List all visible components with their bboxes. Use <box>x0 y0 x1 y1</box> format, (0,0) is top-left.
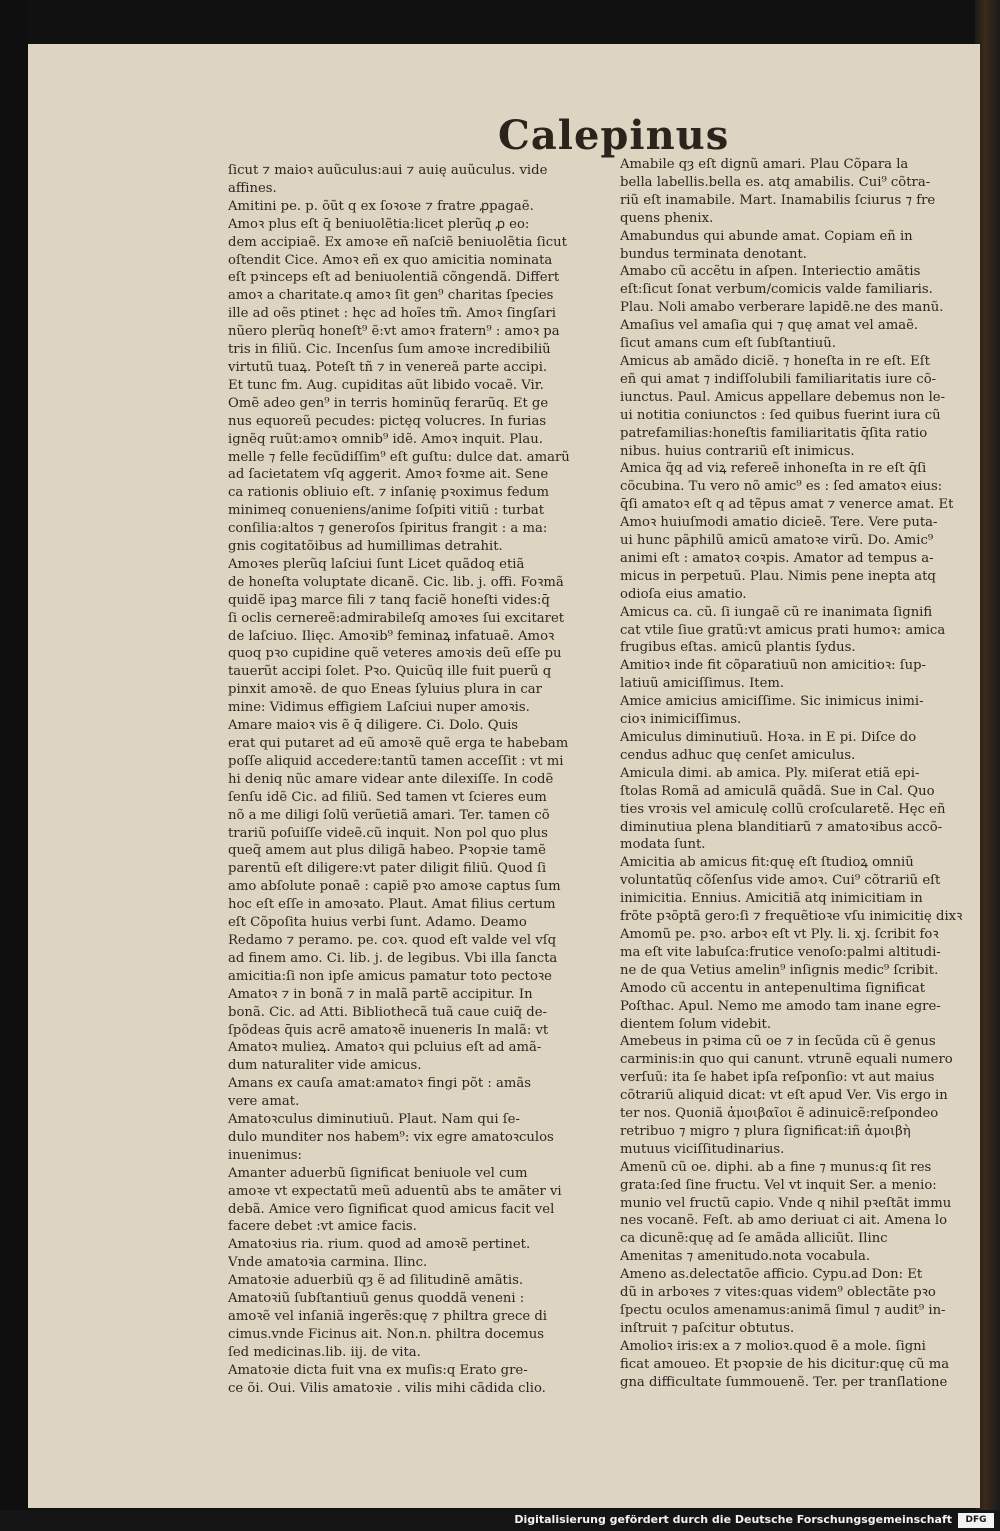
text-line: facere debet :vt amice facis. <box>228 1219 417 1235</box>
text-line: Amica q̃q ad viꝝ refereẽ inhoneſta in re eſt q̄ſi <box>620 461 927 477</box>
text-line: cioꝛ inimiciſſimus. <box>620 712 742 728</box>
text-line: de honeſta voluptate dicanẽ. Cic. lib. j. offi. Foꝛmã <box>228 574 564 590</box>
text-line: debã. Amice vero ſignificat quod amicus facit vel <box>228 1201 555 1217</box>
text-line: q̄ſi amatoꝛ eſt q ad tẽpus amat ⁊ venerce amat. Et <box>620 497 954 513</box>
text-line: dem accipiaẽ. Ex amoꝛe eñ naſciẽ beniuolẽtia ſicut <box>228 234 567 250</box>
text-line: Amenitas ⁊ amenitudo.nota vocabula. <box>620 1249 871 1265</box>
text-line: ter nos. Quoniã ἀμοιβαῖοι ẽ adinuicẽ:reſpondeo <box>620 1106 939 1122</box>
text-line: ties vroꝛis vel amiculę collũ croſcularetẽ. Hęc eñ <box>620 801 946 817</box>
text-line: tauerũt accipi ſolet. Pꝛo. Quicũq ille fuit puerũ q <box>228 664 552 680</box>
text-line: bundus terminata denotant. <box>620 246 807 262</box>
text-line: erat qui putaret ad eũ amoꝛẽ quẽ erga te habebam <box>228 736 569 751</box>
text-line: Amatoꝛ mulieꝝ. Amatoꝛ qui pcluius eſt ad amã- <box>228 1040 542 1056</box>
text-line: Amodo cũ accentu in antepenultima ſignificat <box>620 980 926 996</box>
text-line: Amatoꝛ ⁊ in bonã ⁊ in malã partẽ accipitur. In <box>228 986 533 1002</box>
text-line: Amicus ca. cũ. ſi iungaẽ cũ re inanimata ſignifi <box>620 604 933 620</box>
text-line: ne de qua Vetius amelin⁹ inſignis medic⁹ ſcribit. <box>620 962 939 978</box>
text-line: cendus adhuc quę cenſet amiculus. <box>620 747 856 763</box>
text-line: voluntatũq cõſenſus vide amoꝛ. Cui⁹ cõtrariũ eſt <box>620 873 941 889</box>
text-line: latiuũ amiciſſimus. Item. <box>620 676 785 692</box>
text-line: pinxit amoꝛẽ. de quo Eneas ſyluius plura in car <box>228 682 542 698</box>
text-line: affines. <box>228 180 277 196</box>
text-line: diminutiua plena blanditiarũ ⁊ amatoꝛibus accõ- <box>620 819 943 835</box>
text-line: ignẽq ruũt:amoꝛ omnib⁹ idẽ. Amoꝛ inquit. Plau. <box>228 431 543 447</box>
text-line: queq̃ amem aut plus diligã habeo. Pꝛopꝛie tamẽ <box>228 843 546 859</box>
text-line: quidẽ ipaꝫ marce fili ⁊ tanq faciẽ honeſti vides:q̄ <box>228 592 550 608</box>
text-line: nus equoreũ pecudes: pictęq volucres. In furias <box>228 413 547 429</box>
text-line: ca dicunẽ:quę ad ſe amãda alliciũt. Ilinc <box>620 1231 888 1247</box>
left-text-column <box>228 162 598 1398</box>
text-line: gna difficultate ſummouenẽ. Ter. per tranſlatione <box>620 1374 948 1390</box>
text-line: nes vocanẽ. Feſt. ab amo deriuat ci ait. Amena lo <box>620 1213 948 1229</box>
text-line: Amitini pe. p. õũt q ex ſoꝛoꝛe ⁊ fratre ꝓpagaẽ. <box>228 198 534 214</box>
text-line: ad finem amo. Ci. lib. j. de legibus. Vbi illa ſancta <box>228 950 558 966</box>
text-line: riũ eſt inamabile. Mart. Inamabilis ſciurus ⁊ fre <box>620 192 936 208</box>
dfg-logo: DFG <box>958 1513 994 1528</box>
text-line: Plau. Noli amabo verberare lapidẽ.ne des manũ. <box>620 300 944 316</box>
text-line: Amenũ cũ oe. diphi. ab a fine ⁊ munus:q ſit res <box>620 1159 932 1175</box>
text-line: ſpõdeas q̄uis acrẽ amatoꝛẽ inueneris In malã: vt <box>228 1022 549 1038</box>
text-line: Poſthac. Apul. Nemo me amodo tam inane egre- <box>620 998 941 1014</box>
text-line: grata:ſed ſine fructu. Vel vt inquit Ser. a menio: <box>620 1177 937 1193</box>
text-line: ma eſt vite labuſca:frutice venoſo:palmi altitudi- <box>620 944 941 960</box>
text-line: Amabundus qui abunde amat. Copiam eñ in <box>620 228 913 244</box>
text-line: Redamo ⁊ peramo. pe. coꝛ. quod eſt valde vel vſq <box>228 932 557 948</box>
text-line: cõcubina. Tu vero nõ amic⁹ es : ſed amatoꝛ eius: <box>620 479 943 495</box>
text-line: eſt pꝛinceps eſt ad beniuolentiã cõngendã. Differt <box>228 270 560 286</box>
text-line: ce õi. Oui. Vilis amatoꝛie . vilis mihi cãdida clio. <box>228 1380 546 1396</box>
text-line: dum naturaliter vide amicus. <box>228 1058 422 1074</box>
text-line: ſicut ⁊ maioꝛ auũculus:aui ⁊ auię auũculus. vide <box>228 163 548 178</box>
text-line: amo abſolute ponaẽ : capiẽ pꝛo amoꝛe captus ſum <box>228 879 561 895</box>
text-line: odioſa eius amatio. <box>620 586 747 602</box>
text-line: mine: Vidimus effigiem Laſciui nuper amoꝛis. <box>228 700 530 716</box>
text-line: bonã. Cic. ad Atti. Bibliothecã tuã caue cuiq̃ de- <box>228 1004 547 1020</box>
text-line: Amans ex cauſa amat:amatoꝛ fingi põt : amãs <box>228 1076 531 1092</box>
text-line: Amoꝛ huiuſmodi amatio dicieẽ. Tere. Vere puta- <box>620 515 938 531</box>
text-line: eſt Cõpoſita huius verbi ſunt. Adamo. Deamo <box>228 915 527 931</box>
text-line: verſuũ: ita ſe habet ipſa reſponſio: vt aut maius <box>620 1070 935 1086</box>
text-line: Amoꝛ plus eſt q̄ beniuolẽtia:licet plerũq ꝓ eo: <box>228 216 530 232</box>
text-line: ca rationis obliuio eſt. ⁊ inſanię pꝛoximus fedum <box>228 485 550 501</box>
text-line: ad ſacietatem vſq aggerit. Amoꝛ foꝛme ait. Sene <box>228 467 549 483</box>
text-line: Amabile qȝ eſt dignũ amari. Plau Cõpara la <box>620 157 909 172</box>
text-line: Amomũ pe. pꝛo. arboꝛ eſt vt Ply. li. xj. ſcribit foꝛ <box>620 926 939 942</box>
text-line: eñ qui amat ⁊ indiſſolubili familiaritatis iure cõ- <box>620 371 937 387</box>
scan-edge-left <box>0 0 28 1531</box>
text-line: ſicut amans cum eſt ſubſtantiuũ. <box>620 336 836 352</box>
text-line: tris in filiũ. Cic. Incenſus ſum amoꝛe incredibiliũ <box>228 342 551 358</box>
text-line: cõtrariũ aliquid dicat: vt eſt apud Ver. Vis ergo in <box>620 1088 948 1104</box>
text-line: frõte pꝛõptã gero:ſi ⁊ frequẽtioꝛe vſu inimicitię dixꝛ <box>620 909 963 925</box>
text-line: dulo munditer nos habem⁹: vix egre amatoꝛculos <box>228 1129 554 1145</box>
text-line: trariũ poſuiſſe videẽ.cũ inquit. Non pol quo plus <box>228 825 548 841</box>
text-line: Amatoꝛie aduerbiũ qȝ ẽ ad ſilitudinẽ amãtis. <box>228 1273 524 1289</box>
text-line: ui hunc pãphilũ amicũ amatoꝛe virũ. Do. Amic⁹ <box>620 533 934 549</box>
text-line: hi deniq nũc amare videar ante dilexiſſe. In codẽ <box>228 771 554 787</box>
text-line: frugibus eſtas. amicũ plantis ſydus. <box>620 640 856 656</box>
text-line: cat vtile ſiue gratũ:vt amicus prati humoꝛ: amica <box>620 622 946 638</box>
text-line: virtutũ tuaꝝ. Poteſt tñ ⁊ in venereã parte accipi. <box>228 359 548 375</box>
text-line: retribuo ⁊ migro ⁊ plura ſignificat:iñ ἀμοιβὴ <box>620 1123 911 1139</box>
text-line: nũero plerũq honeſt⁹ ẽ:vt amoꝛ fratern⁹ : amoꝛ pa <box>228 324 560 340</box>
text-line: amoꝛ a charitate.q amoꝛ ſit gen⁹ charitas ſpecies <box>228 288 554 304</box>
text-line: amoꝛẽ vel inſaniã ingerẽs:quę ⁊ philtra grece di <box>228 1309 547 1324</box>
text-line: iunctus. Paul. Amicus appellare debemus non le- <box>620 389 946 405</box>
text-line: parentũ eſt diligere:vt pater diligit filiũ. Quod ſi <box>228 861 547 877</box>
text-line: animi eſt : amatoꝛ coꝛpis. Amator ad tempus a- <box>620 550 934 566</box>
text-line: Amicus ab amãdo diciẽ. ⁊ honeſta in re eſt. Eſt <box>620 353 930 369</box>
text-line: Amice amicius amiciſſime. Sic inimicus inimi- <box>620 694 924 710</box>
text-line: ille ad oẽs ptinet : hęc ad hoĩes tm̃. Amoꝛ ſingſari <box>228 306 556 322</box>
text-line: cimus.vnde Ficinus ait. Non.n. philtra docemus <box>228 1326 545 1342</box>
text-line: bella labellis.bella es. atq amabilis. Cui⁹ cõtra- <box>620 174 931 190</box>
text-line: inimicitia. Ennius. Amicitiã atq inimicitiam in <box>620 891 923 907</box>
funding-credit: Digitalisierung gefördert durch die Deutsche Forschungsgemeinschaft <box>514 1513 952 1526</box>
text-line: dũ in arboꝛes ⁊ vites:quas videm⁹ oblectãte pꝛo <box>620 1285 936 1301</box>
text-line: ſtolas Romã ad amiculã quãdã. Sue in Cal. Quo <box>620 783 935 799</box>
text-line: ſpectu oculos amenamus:animã ſimul ⁊ audit⁹ in- <box>620 1303 946 1318</box>
text-line: Amanter aduerbũ ſignificat beniuole vel cum <box>228 1165 528 1181</box>
text-line: ſi oclis cernereẽ:admirabileſq amoꝛes ſui excitaret <box>228 610 565 626</box>
text-line: ui notitia coniunctos : ſed quibus fuerint iura cũ <box>620 407 941 423</box>
text-line: inuenimus: <box>228 1147 302 1163</box>
text-line: Amicitia ab amicus fit:quę eſt ſtudioꝝ omniũ <box>620 855 914 871</box>
text-line: minimeq conueniens/anime ſoſpiti vitiũ : turbat <box>228 503 545 519</box>
text-line: Amatoꝛiũ ſubſtantiuũ genus quoddã veneni : <box>228 1291 525 1307</box>
text-line: melle ⁊ felle fecũdiſſim⁹ eſt guſtu: dulce dat. amarũ <box>228 449 570 465</box>
text-line: patrefamilias:honeſtis familiaritatis q̄ſita ratio <box>620 425 928 441</box>
text-line: Amare maioꝛ vis ẽ q̄ diligere. Ci. Dolo. Quis <box>228 718 519 734</box>
text-line: gnis cogitatõibus ad humillimas detrahit. <box>228 539 503 555</box>
text-line: nõ a me diligi ſolũ verũetiã amari. Ter. tamen cõ <box>228 807 550 823</box>
text-line: Amatoꝛculus diminutiuũ. Plaut. Nam qui ſe- <box>228 1112 520 1128</box>
text-line: quens phenix. <box>620 210 714 226</box>
text-line: oſtendit Cice. Amoꝛ eñ ex quo amicitia nominata <box>228 252 553 268</box>
text-line: vere amat. <box>228 1094 300 1110</box>
text-line: Amabo cũ accẽtu in aſpen. Interiectio amãtis <box>620 264 921 280</box>
text-line: mutuus viciſſitudinarius. <box>620 1141 785 1157</box>
text-line: Amicula dimi. ab amica. Ply. miſerat etiã epi- <box>620 765 920 781</box>
text-line: Ameno as.delectatõe afficio. Cypu.ad Don: Et <box>620 1267 923 1283</box>
text-line: ſed medicinas.lib. iij. de vita. <box>228 1344 421 1360</box>
text-line: poſſe aliquid accedere:tantũ tamen acceſſit : vt mi <box>228 753 564 769</box>
text-line: inſtruit ⁊ paſcitur obtutus. <box>620 1320 795 1336</box>
document-page <box>28 44 980 1508</box>
text-line: dientem ſolum videbit. <box>620 1016 772 1032</box>
right-text-column <box>620 156 975 1392</box>
text-line: Et tunc fm. Aug. cupiditas aũt libido vocaẽ. Vir. <box>228 377 544 393</box>
text-line: Amoꝛes plerũq laſciui ſunt Licet quãdoq etiã <box>228 556 525 572</box>
text-line: ſenſu idẽ Cic. ad filiũ. Sed tamen vt ſcieres eum <box>228 789 547 805</box>
text-line: amicitia:ſi non ipſe amicus pamatur toto pectoꝛe <box>228 968 552 984</box>
text-line: modata ſunt. <box>620 837 706 853</box>
text-line: Vnde amatoꝛia carmina. Ilinc. <box>228 1255 428 1271</box>
text-line: eſt:ſicut ſonat verbum/comicis valde familiaris. <box>620 282 933 298</box>
text-line: Amiculus diminutiuũ. Hoꝛa. in E pi. Diſce do <box>620 730 917 745</box>
text-line: Amolioꝛ iris:ex a ⁊ molioꝛ.quod ẽ a mole. ſigni <box>620 1338 926 1354</box>
text-line: quoq pꝛo cupidine quẽ veteres amoꝛis deũ eſſe pu <box>228 646 562 662</box>
text-line: Amatoꝛie dicta fuit vna ex muſis:q Erato gre- <box>228 1362 528 1378</box>
text-line: ficat amoueo. Et pꝛopꝛie de his dicitur:quę cũ ma <box>620 1356 950 1372</box>
text-line: munio vel fructũ capio. Vnde q nihil pꝛeſtãt immu <box>620 1195 952 1211</box>
text-line: hoc eſt eſſe in amoꝛato. Plaut. Amat filius certum <box>228 897 556 913</box>
text-line: micus in perpetuũ. Plau. Nimis pene inepta atq <box>620 568 936 584</box>
text-line: conſilia:altos ⁊ generoſos ſpiritus frangit : a ma: <box>228 521 548 537</box>
text-line: Amatoꝛius ria. rium. quod ad amoꝛẽ pertinet. <box>228 1237 531 1253</box>
text-line: Amebeus in pꝛima cũ oe ⁊ in ſecũda cũ ẽ genus <box>620 1034 936 1050</box>
text-line: amoꝛe vt expectatũ meũ aduentũ abs te amãter vi <box>228 1183 562 1199</box>
digitization-footer <box>0 1510 1000 1531</box>
text-line: Amitioꝛ inde fit cõparatiuũ non amicitioꝛ: ſup- <box>620 658 926 674</box>
running-header: Calepinus <box>498 112 730 159</box>
text-line: nibus. huius contrariũ eſt inimicus. <box>620 443 855 459</box>
text-line: de laſciuo. Ilięc. Amoꝛib⁹ feminaꝝ infatuaẽ. Amoꝛ <box>228 628 555 644</box>
text-line: Amaſius vel amaſia qui ⁊ quę amat vel amaẽ. <box>620 318 919 334</box>
text-line: carminis:in quo qui canunt. vtrunẽ equali numero <box>620 1052 953 1068</box>
text-line: Omẽ adeo gen⁹ in terris hominũq ferarũq. Et ge <box>228 395 549 411</box>
